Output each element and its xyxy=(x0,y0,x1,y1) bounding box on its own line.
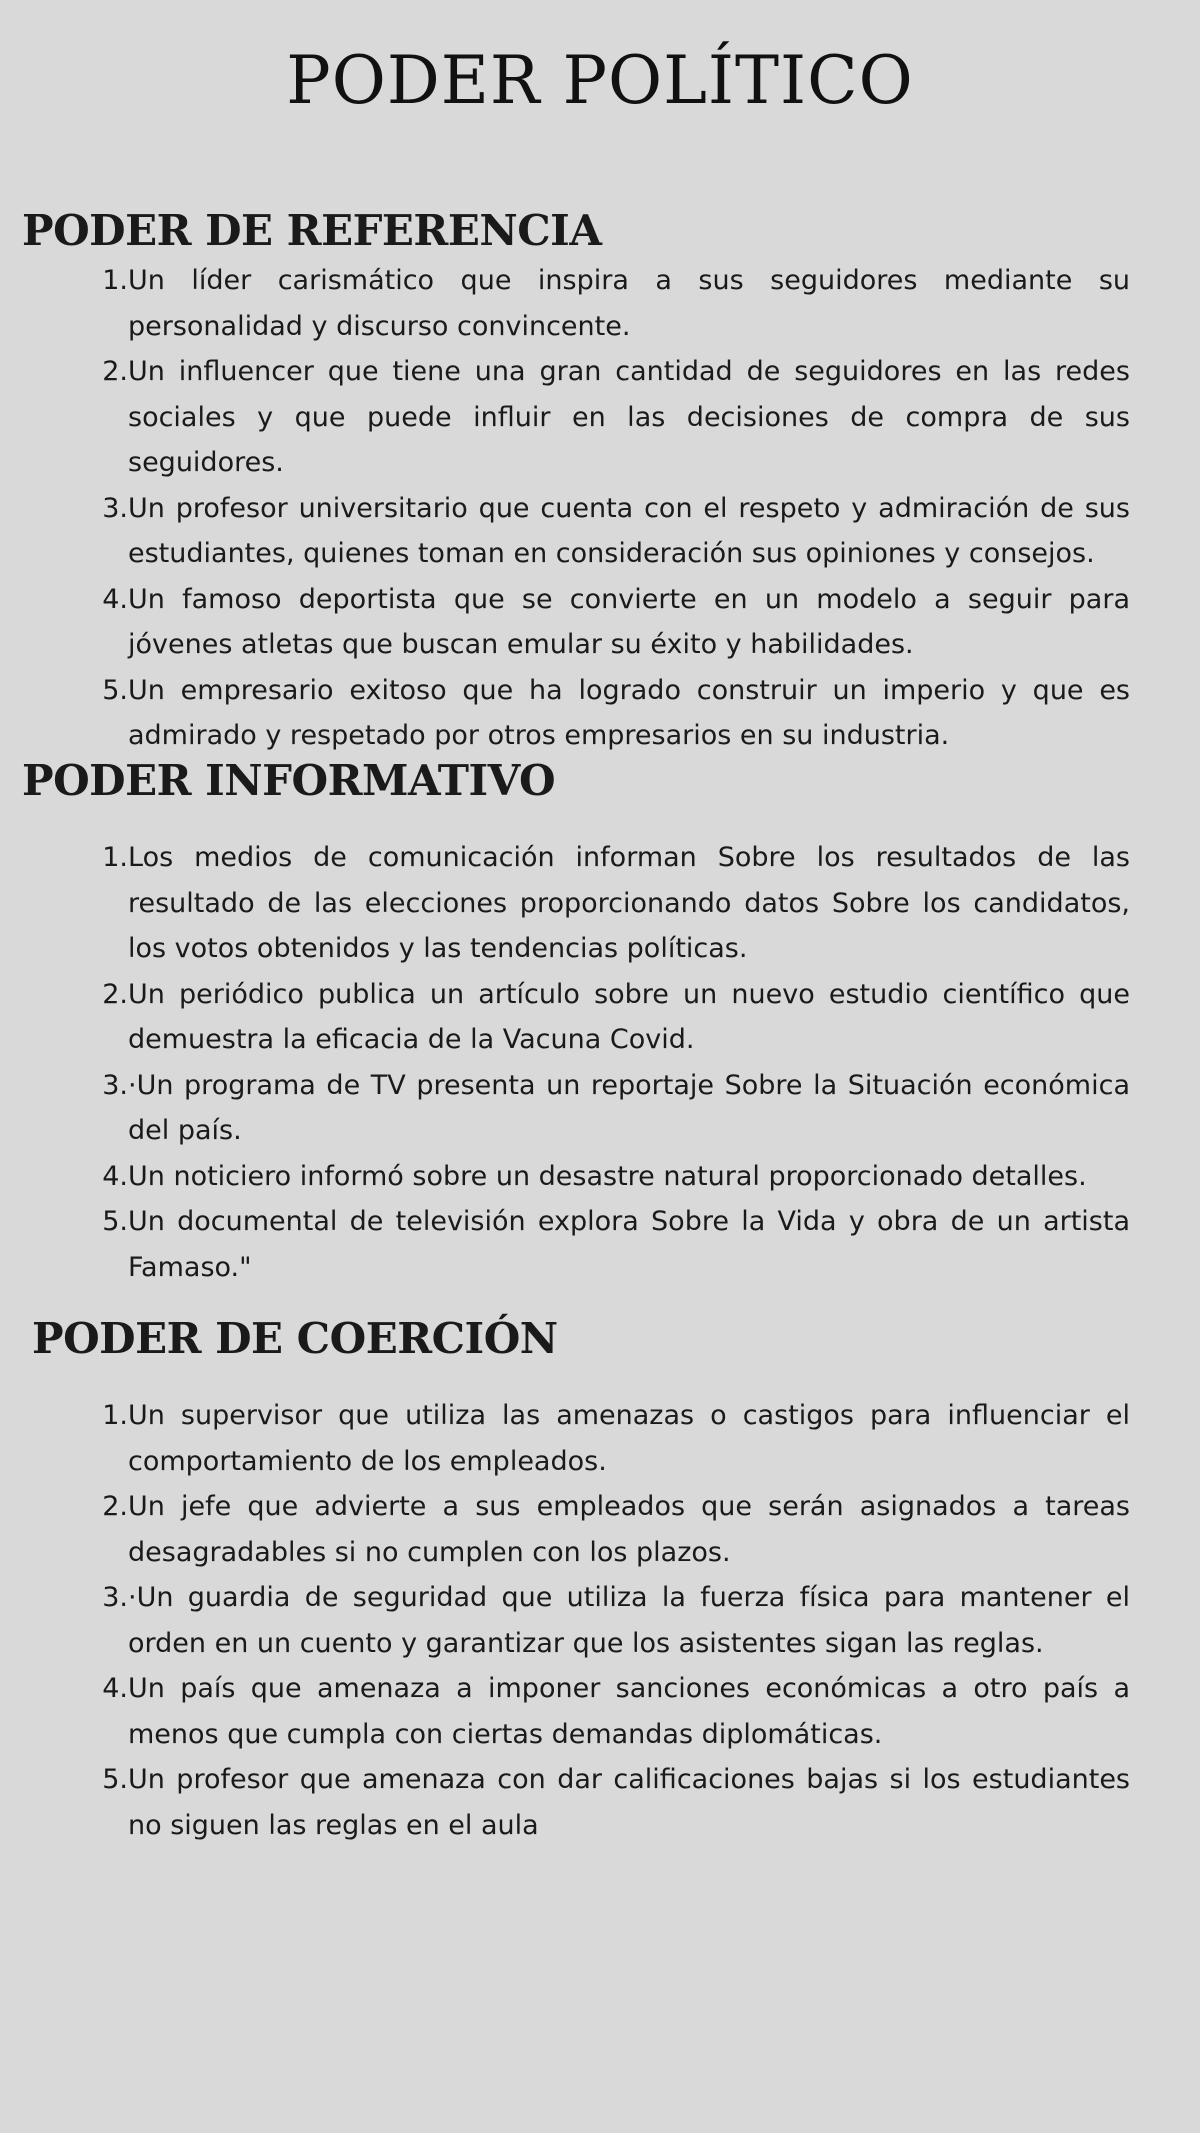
list-item: 1. Los medios de comunicación informan Sobre los resultados de las resultado de las elecciones proporcionando datos Sobre los candidatos, los votos obtenidos y las tendencias políticas. xyxy=(102,842,1130,964)
list-referencia xyxy=(100,258,1130,759)
list-item: 4. Un país que amenaza a imponer sanciones económicas a otro país a menos que cumpla con ciertas demandas diplomáticas. xyxy=(102,1673,1130,1750)
list-item: 2. Un periódico publica un artículo sobre un nuevo estudio científico que demuestra la eficacia de la Vacuna Covid. xyxy=(102,978,1130,1055)
list-item: 4. Un famoso deportista que se convierte en un modelo a seguir para jóvenes atletas que buscan emular su éxito y habilidades. xyxy=(102,583,1130,660)
list-coercion xyxy=(100,1393,1130,1848)
list-item: 3. Un profesor universitario que cuenta con el respeto y admiración de sus estudiantes, quienes toman en consideración sus opiniones y consejos. xyxy=(102,492,1130,569)
list-item: 3. ·Un programa de TV presenta un reportaje Sobre la Situación económica del país. xyxy=(102,1069,1130,1146)
list-item: 2. Un jefe que advierte a sus empleados que serán asignados a tareas desagradables si no cumplen con los plazos. xyxy=(102,1491,1130,1568)
list-item: 2. Un influencer que tiene una gran cantidad de seguidores en las redes sociales y que puede influir en las decisiones de compra de sus seguidores. xyxy=(102,356,1130,478)
list-item: 5. Un empresario exitoso que ha logrado construir un imperio y que es admirado y respetado por otros empresarios en su industria. xyxy=(102,674,1130,751)
list-item: 5. Un profesor que amenaza con dar calificaciones bajas si los estudiantes no siguen las reglas en el aula xyxy=(102,1764,1130,1841)
list-item: 5. Un documental de televisión explora Sobre la Vida y obra de un artista Famaso." xyxy=(102,1206,1130,1283)
section-heading-referencia: PODER DE REFERENCIA xyxy=(22,206,602,255)
section-heading-coercion: PODER DE COERCIÓN xyxy=(32,1314,558,1363)
list-item: 4. Un noticiero informó sobre un desastre natural proporcionado detalles. xyxy=(102,1160,1087,1192)
list-item: 1. Un supervisor que utiliza las amenazas o castigos para influenciar el comportamiento de los empleados. xyxy=(102,1400,1130,1477)
list-item: 3. ·Un guardia de seguridad que utiliza la fuerza física para mantener el orden en un cuento y garantizar que los asistentes sigan las reglas. xyxy=(102,1582,1130,1659)
list-item: 1. Un líder carismático que inspira a sus seguidores mediante su personalidad y discurso convincente. xyxy=(102,265,1130,342)
page-title: PODER POLÍTICO xyxy=(286,42,914,119)
section-heading-informativo: PODER INFORMATIVO xyxy=(22,756,556,805)
list-informativo xyxy=(100,835,1130,1290)
